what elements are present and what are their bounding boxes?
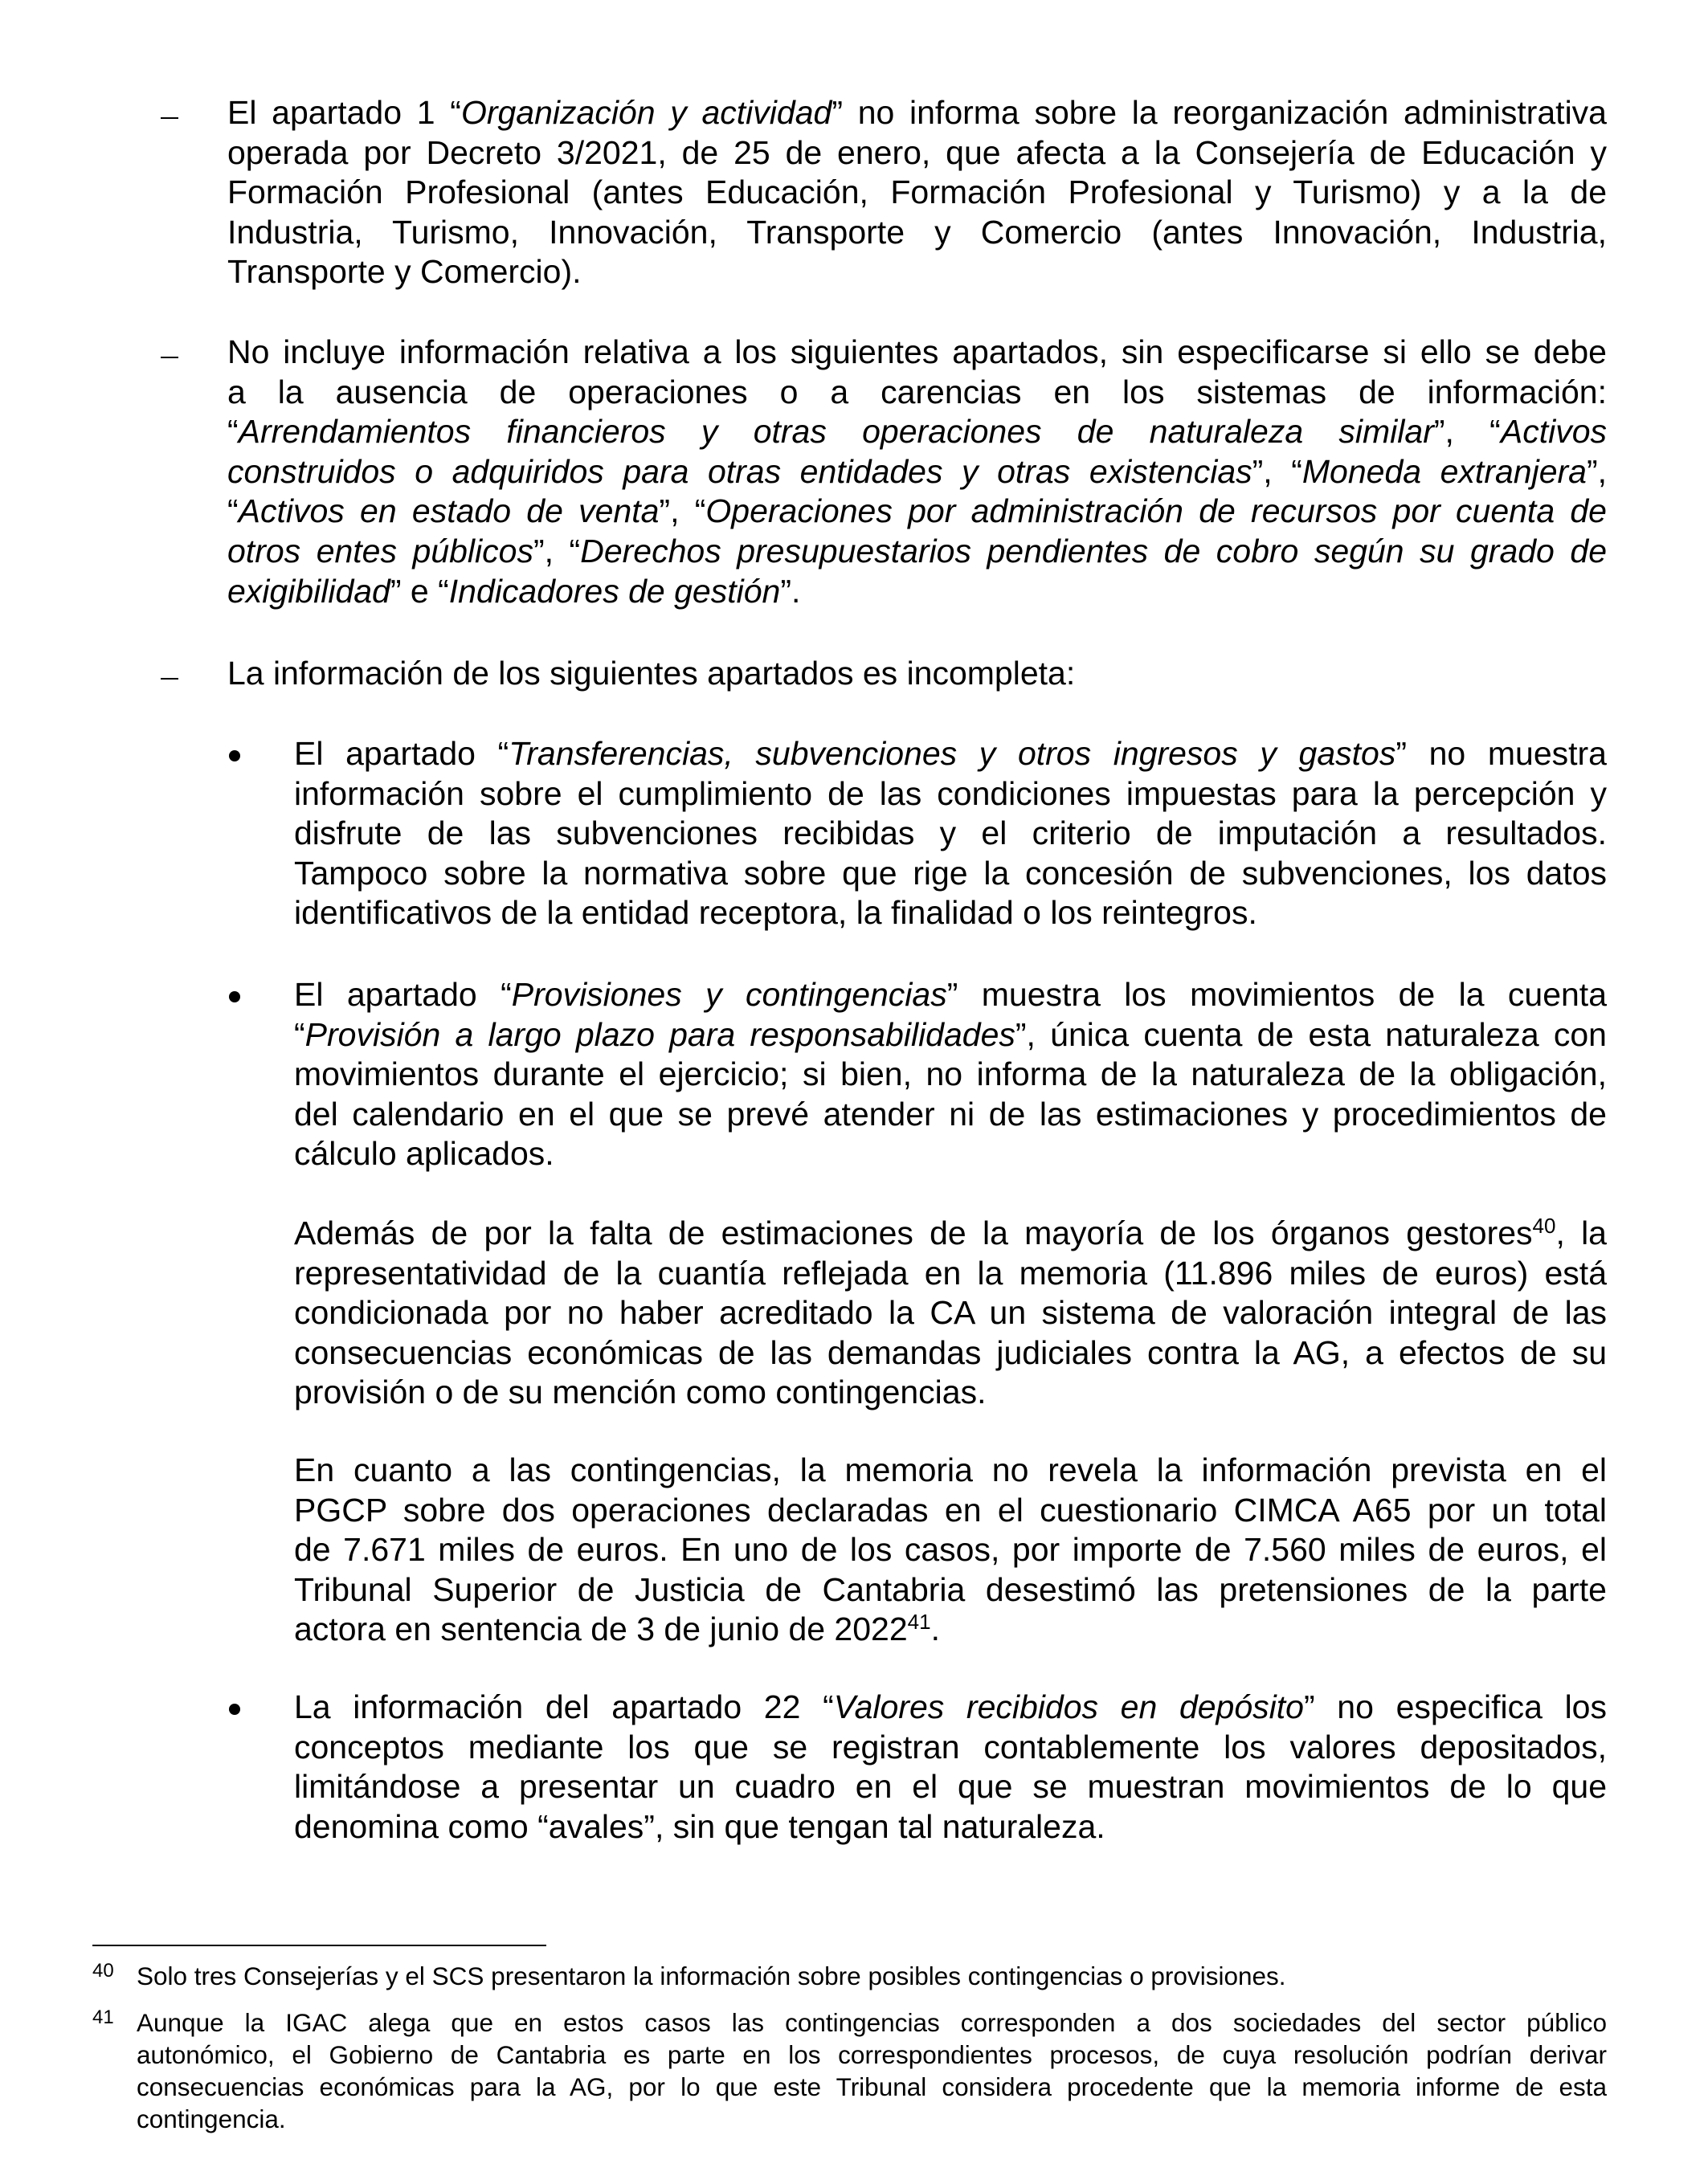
text-line	[227, 572, 1607, 612]
text-line	[294, 1688, 1607, 1728]
text-line	[227, 333, 1607, 373]
text-line	[227, 173, 1607, 213]
text-run: Transferencias, subvenciones y otros ingresos y gastos	[509, 735, 1396, 772]
text-run: Tampoco sobre la normativa sobre que rige la concesión de subvenciones, los datos	[294, 854, 1607, 892]
text-run: Indicadores de gestión	[448, 572, 781, 610]
text-run: “	[294, 1015, 305, 1053]
footnote-line: consecuencias económicas para la AG, por lo que este Tribunal considera procedente que la memoria informe de esta	[137, 2072, 1607, 2101]
footnote-line: contingencia.	[137, 2104, 286, 2133]
text-run: movimientos durante el ejercicio; si bien, no informa de la naturaleza de la obligación,	[294, 1055, 1607, 1093]
text-line	[227, 213, 1607, 253]
text-run: construidos o adquiridos para otras entidades y otras existencias	[227, 452, 1252, 490]
text-line	[294, 1015, 1607, 1055]
bullet-dot-icon	[229, 750, 240, 761]
text-run: “	[227, 492, 239, 530]
paragraph	[227, 93, 1607, 292]
text-run: limitándose a presentar un cuadro en el que se muestran movimientos de lo que	[294, 1768, 1607, 1806]
text-line	[294, 1530, 1607, 1570]
text-run: identificativos de la entidad receptora, la finalidad o los reintegros.	[294, 894, 1257, 932]
text-run: , la	[1555, 1214, 1607, 1251]
text-line	[294, 1254, 1607, 1294]
text-run: La información de los siguientes apartados es incompleta:	[227, 655, 1076, 692]
text-run: En cuanto a las contingencias, la memoria no revela la información prevista en el	[294, 1451, 1607, 1488]
text-run: La información del apartado 22 “	[294, 1688, 834, 1725]
footnote-number: 40	[92, 1960, 114, 1982]
text-line	[294, 1095, 1607, 1135]
text-run: PGCP sobre dos operaciones declaradas en el cuestionario CIMCA A65 por un total	[294, 1491, 1607, 1529]
text-line	[294, 893, 1607, 933]
paragraph	[294, 1451, 1607, 1650]
text-run: disfrute de las subvenciones recibidas y el criterio de imputación a resultados.	[294, 814, 1607, 852]
text-run: Activos	[1500, 413, 1607, 451]
text-line	[227, 133, 1607, 173]
text-line	[294, 1373, 1607, 1413]
text-line	[294, 814, 1607, 854]
footnote-text	[137, 1960, 1607, 1992]
text-line	[294, 1451, 1607, 1491]
footnote-number: 41	[92, 2006, 114, 2028]
text-run: Provisiones y contingencias	[511, 976, 947, 1013]
text-run: ” muestra los movimientos de la cuenta	[946, 976, 1608, 1013]
text-line	[294, 774, 1607, 814]
text-run: actora en sentencia de 3 de junio de 2022	[294, 1610, 908, 1648]
text-run: cálculo aplicados.	[294, 1135, 554, 1173]
text-line	[294, 1134, 1607, 1174]
text-run: ”,	[1586, 452, 1607, 490]
text-run: ”, “	[1252, 452, 1302, 490]
footnote-line: Aunque la IGAC alega que en estos casos las contingencias corresponden a dos sociedades del sector público	[137, 2008, 1607, 2037]
text-run: ”, “	[1433, 413, 1501, 451]
text-run: ” no especifica los	[1303, 1688, 1607, 1725]
text-run: denomina como “avales”, sin que tengan tal naturaleza.	[294, 1807, 1105, 1845]
bullet-dot-icon	[229, 991, 240, 1002]
text-run: El apartado “	[294, 735, 509, 772]
paragraph	[227, 654, 1607, 694]
text-run: consecuencias económicas de las demandas judiciales contra la AG, a efectos de su	[294, 1333, 1607, 1371]
en-dash-icon	[161, 117, 178, 119]
text-run: “	[227, 413, 239, 451]
text-run: operada por Decreto 3/2021, de 25 de enero, que afecta a la Consejería de Educación y	[227, 133, 1607, 171]
text-run: del calendario en el que se prevé atender ni de las estimaciones y procedimientos de	[294, 1095, 1607, 1133]
text-run: ” no muestra	[1395, 735, 1607, 772]
text-line	[294, 1807, 1607, 1847]
footnote-separator	[92, 1945, 546, 1946]
text-run: ”, “	[533, 532, 581, 569]
footnote-line: Solo tres Consejerías y el SCS presentaron la información sobre posibles contingencias o provisiones.	[137, 1962, 1286, 1990]
text-line	[227, 252, 1607, 292]
text-run: exigibilidad	[227, 572, 390, 610]
text-run: Transporte y Comercio).	[227, 253, 582, 291]
text-line	[294, 1055, 1607, 1095]
paragraph	[294, 1214, 1607, 1413]
en-dash-icon	[161, 357, 178, 358]
text-run: Organización y actividad	[460, 94, 832, 131]
text-line	[294, 1728, 1607, 1768]
text-run: información sobre el cumplimiento de las condiciones impuestas para la percepción y	[294, 774, 1607, 812]
text-run: condicionada por no haber acreditado la CA un sistema de valoración integral de las	[294, 1294, 1607, 1332]
text-line	[294, 975, 1607, 1015]
text-line	[294, 734, 1607, 774]
text-run: .	[930, 1610, 940, 1648]
text-run: Provisión a largo plazo para responsabilidades	[304, 1015, 1015, 1053]
text-line	[227, 373, 1607, 413]
text-line	[227, 654, 1607, 694]
text-run: representatividad de la cuantía reflejada en la memoria (11.896 miles de euros) está	[294, 1254, 1607, 1292]
text-run: otros entes públicos	[227, 532, 533, 569]
text-run: Activos en estado de venta	[238, 492, 660, 530]
paragraph	[294, 734, 1607, 933]
text-line	[294, 1767, 1607, 1807]
text-line	[227, 492, 1607, 532]
text-line	[294, 1491, 1607, 1531]
text-run: No incluye información relativa a los siguientes apartados, sin especificarse si ello se debe	[227, 333, 1607, 370]
text-run: de 7.671 miles de euros. En uno de los casos, por importe de 7.560 miles de euros, el	[294, 1531, 1607, 1569]
text-run: provisión o de su mención como contingencias.	[294, 1374, 987, 1411]
text-run: Además de por la falta de estimaciones de la mayoría de los órganos gestores	[294, 1214, 1533, 1251]
footnote-line: autonómico, el Gobierno de Cantabria es parte en los correspondientes procesos, de cuya resolución podrían derivar	[137, 2040, 1607, 2069]
text-run: ” no informa sobre la reorganización administrativa	[832, 94, 1607, 131]
paragraph	[294, 1688, 1607, 1847]
text-line	[227, 412, 1607, 452]
text-run: ” e “	[390, 572, 449, 610]
paragraph	[294, 975, 1607, 1174]
footnote-reference[interactable]: 41	[907, 1610, 931, 1635]
text-run: Moneda extranjera	[1301, 452, 1587, 490]
text-run: a la ausencia de operaciones o a carencias en los sistemas de información:	[227, 373, 1607, 410]
text-run: Formación Profesional (antes Educación, Formación Profesional y Turismo) y a la de	[227, 173, 1607, 211]
text-line	[227, 93, 1607, 133]
text-run: conceptos mediante los que se registran contablemente los valores depositados,	[294, 1728, 1607, 1766]
text-run: El apartado “	[294, 976, 512, 1013]
text-line	[227, 532, 1607, 572]
text-run: ”, “	[659, 492, 706, 530]
footnote-reference[interactable]: 40	[1532, 1214, 1556, 1238]
text-run: Derechos presupuestarios pendientes de cobro según su grado de	[580, 532, 1608, 569]
text-line	[294, 1333, 1607, 1374]
footnote-text	[137, 2006, 1607, 2135]
text-run: Tribunal Superior de Justicia de Cantabria desestimó las pretensiones de la parte	[294, 1570, 1607, 1608]
text-line	[227, 452, 1607, 492]
text-run: ”, única cuenta de esta naturaleza con	[1015, 1015, 1607, 1053]
text-run: Arrendamientos financieros y otras operaciones de naturaleza similar	[238, 413, 1434, 451]
text-line	[294, 854, 1607, 894]
text-run: Valores recibidos en depósito	[833, 1688, 1304, 1725]
paragraph	[227, 333, 1607, 611]
text-line	[294, 1214, 1607, 1254]
en-dash-icon	[161, 678, 178, 680]
text-line	[294, 1293, 1607, 1333]
text-run: Industria, Turismo, Innovación, Transporte y Comercio (antes Innovación, Industria,	[227, 213, 1607, 251]
text-run: Operaciones por administración de recursos por cuenta de	[705, 492, 1607, 530]
bullet-dot-icon	[229, 1704, 240, 1715]
text-line	[294, 1570, 1607, 1610]
text-run: El apartado 1 “	[227, 94, 461, 131]
text-line	[294, 1610, 1607, 1650]
text-run: ”.	[780, 572, 801, 610]
